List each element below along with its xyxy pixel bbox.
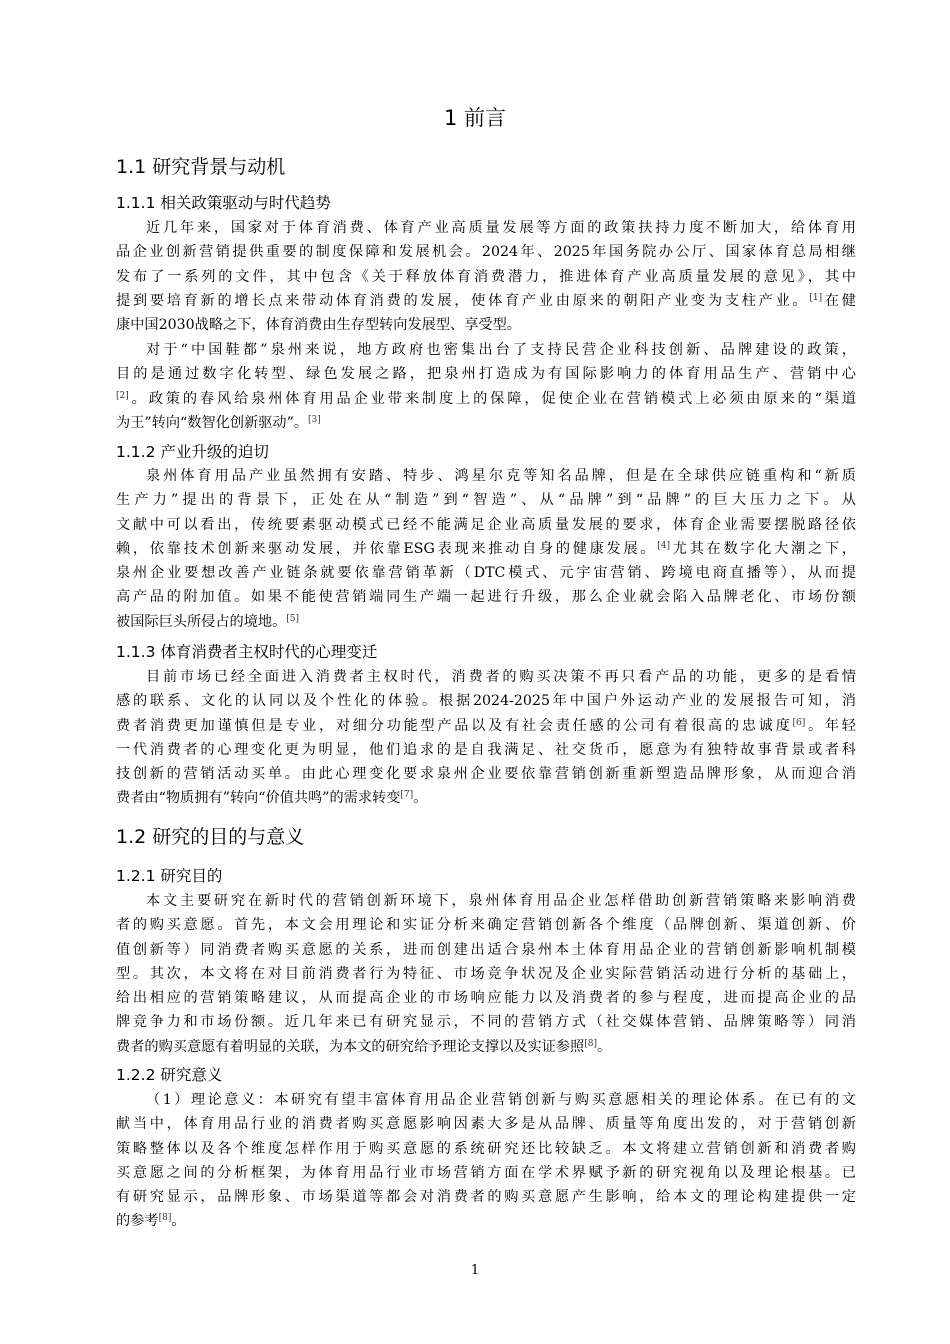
paragraph-consumer-psychology [116, 665, 856, 811]
text-line: 策略整体以及各个维度怎样作用于购买意愿的系统研究还比较缺乏。本文将建立营销创新和消费者购 [116, 1140, 856, 1157]
paragraph-research-purpose [116, 889, 856, 1059]
text-line: 赖，依靠技术创新来驱动发展，并依靠ESG表现来推动自身的健康发展。[4]尤其在数字化大潮之下， [116, 540, 856, 557]
text-line: [2]。政策的春风给泉州体育用品企业带来制度上的保障，促使企业在营销模式上必须由原来的“渠道 [116, 390, 856, 407]
citation-ref: [3] [308, 414, 321, 425]
citation-ref: [7] [400, 790, 414, 801]
text-line: 的参考[8]。 [116, 1213, 186, 1230]
text-line: 近几年来，国家对于体育消费、体育产业高质量发展等方面的政策扶持力度不断加大，给体育用 [146, 220, 856, 236]
citation-ref: [6] [792, 717, 806, 728]
text-line: 牌竞争力和市场份额。近几年来已有研究显示，不同的营销方式（社交媒体营销、品牌策略等）同消 [116, 1014, 856, 1031]
paragraph-industry-upgrade [116, 464, 856, 634]
text-line: 提到要培育新的增长点来带动体育消费的发展，使体育产业由原来的朝阳产业变为支柱产业。[1]在健 [116, 292, 856, 309]
text-line: （1）理论意义：本研究有望丰富体育用品企业营销创新与购买意愿相关的理论体系。在已有的文 [146, 1092, 856, 1108]
text-line: 给出相应的营销策略建议，从而提高企业的市场响应能力以及消费者的参与程度，进而提高企业的品 [116, 990, 856, 1007]
text-line: 有研究显示，品牌形象、市场渠道等都会对消费者的购买意愿产生影响，给本文的理论构建提供一定 [116, 1189, 856, 1206]
text-line: 型。其次，本文将在对目前消费者行为特征、市场竞争状况及企业实际营销活动进行分析的基础上， [116, 965, 856, 982]
citation-ref: [2] [116, 390, 129, 401]
text-line: 品企业创新营销提供重要的制度保障和发展机会。2024年、2025年国务院办公厅、国家体育总局相继 [116, 244, 856, 261]
text-line: 者的购买意愿。首先，本文会用理论和实证分析来确定营销创新各个维度（品牌创新、渠道创新、价 [116, 917, 856, 934]
citation-ref: [8] [584, 1038, 597, 1049]
heading-1-1-2: 1.1.2 产业升级的迫切 [116, 443, 269, 461]
heading-1-1-3: 1.1.3 体育消费者主权时代的心理变迁 [116, 643, 378, 661]
citation-ref: [1] [809, 292, 823, 303]
text-line: 高产品的附加值。如果不能使营销端同生产端一起进行升级，那么企业就会陷入品牌老化、市场份额 [116, 589, 856, 606]
text-line: 本文主要研究在新时代的营销创新环境下，泉州体育用品企业怎样借助创新营销策略来影响消费 [146, 893, 856, 909]
paragraph-research-significance [116, 1088, 856, 1234]
text-line: 一代消费者的心理变化更为明显，他们追求的是自我满足、社交货币，愿意为有独特故事背景或者科 [116, 741, 856, 758]
text-line: 对于“中国鞋都”泉州来说，地方政府也密集出台了支持民营企业科技创新、品牌建设的政策， [146, 342, 856, 358]
text-line: 生产力”提出的背景下，正处在从“制造”到“智造”、从“品牌”到“品牌”的巨大压力之下。从 [116, 492, 856, 509]
text-line: 康中国2030战略之下，体育消费由生存型转向发展型、享受型。 [116, 317, 521, 334]
chapter-title: 1 前言 [443, 106, 507, 130]
text-line: 泉州企业要想改善产业链条就要依靠营销革新（DTC模式、元宇宙营销、跨境电商直播等），从而提 [116, 565, 856, 582]
page-number: 1 [470, 1263, 480, 1278]
heading-1-2: 1.2 研究的目的与意义 [116, 826, 305, 848]
text-line: 目的是通过数字化转型、绿色发展之路，把泉州打造成为有国际影响力的体育用品生产、营销中心 [116, 366, 856, 383]
text-line: 泉州体育用品产业虽然拥有安踏、特步、鸿星尔克等知名品牌，但是在全球供应链重构和“新质 [146, 468, 856, 484]
text-line: 买意愿之间的分析框架，为体育用品行业市场营销方面在学术界赋予新的研究视角以及理论根基。已 [116, 1164, 856, 1181]
text-line: 值创新等）同消费者购买意愿的关系，进而创建出适合泉州本土体育用品企业的营销创新影响机制模 [116, 941, 856, 958]
heading-1-1-1: 1.1.1 相关政策驱动与时代趋势 [116, 194, 331, 212]
citation-ref: [8] [158, 1213, 172, 1224]
paragraph-quanzhou-policy [116, 338, 856, 435]
text-line: 技创新的营销活动买单。由此心理变化要求泉州企业要依靠营销创新重新塑造品牌形象，从而迎合消 [116, 766, 856, 783]
heading-1-1: 1.1 研究背景与动机 [116, 156, 286, 178]
heading-1-2-2: 1.2.2 研究意义 [116, 1066, 223, 1084]
text-line: 费者消费更加谨慎但是专业，对细分功能型产品以及有社会责任感的公司有着很高的忠诚度[6]。年轻 [116, 717, 856, 734]
text-line: 费者的购买意愿有着明显的关联，为本文的研究给予理论支撑以及实证参照[8]。 [116, 1038, 612, 1055]
citation-ref: [4] [657, 540, 671, 551]
text-line: 目前市场已经全面进入消费者主权时代，消费者的购买决策不再只看产品的功能，更多的是看情 [146, 669, 856, 685]
text-line: 献当中，体育用品行业的消费者购买意愿影响因素大多是从品牌、质量等角度出发的，对于营销创新 [116, 1116, 856, 1133]
paragraph-policy [116, 216, 856, 337]
text-line: 被国际巨头所侵占的境地。[5] [116, 613, 300, 630]
text-line: 发布了一系列的文件，其中包含《关于释放体育消费潜力，推进体育产业高质量发展的意见》，其中 [116, 268, 856, 285]
text-line: 为王”转向“数智化创新驱动”。[3] [116, 414, 321, 431]
text-line: 感的联系、文化的认同以及个性化的体验。根据2024-2025年中国户外运动产业的发展报告可知，消 [116, 693, 856, 710]
text-line: 文献中可以看出，传统要素驱动模式已经不能满足企业高质量发展的要求，体育企业需要摆脱路径依 [116, 516, 856, 533]
citation-ref: [5] [286, 613, 300, 624]
text-line: 费者由“物质拥有”转向“价值共鸣”的需求转变[7]。 [116, 790, 428, 807]
heading-1-2-1: 1.2.1 研究目的 [116, 867, 223, 885]
